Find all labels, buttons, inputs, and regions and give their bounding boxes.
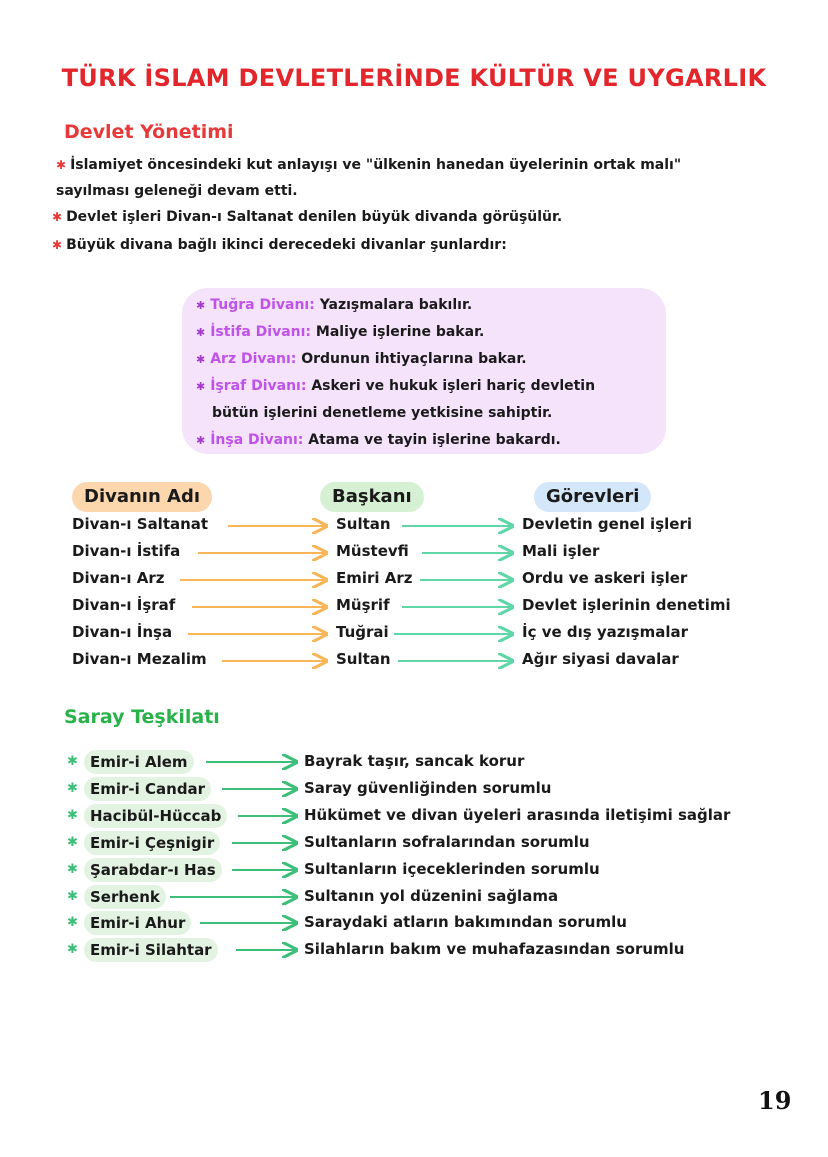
saray-role-desc: Sultanların içeceklerinden sorumlu xyxy=(304,860,600,878)
saray-role-desc: Saray güvenliğinden sorumlu xyxy=(304,779,552,797)
table-cell-gorev: Devlet işlerinin denetimi xyxy=(522,596,731,614)
table-cell-gorev: Ordu ve askeri işler xyxy=(522,569,688,587)
table-cell-gorev: Devletin genel işleri xyxy=(522,515,692,533)
green-star-icon: ✱ xyxy=(67,754,78,769)
bullet-ikinci-divanlar xyxy=(52,232,507,258)
green-star-icon: ✱ xyxy=(67,942,78,957)
saray-role-name: Emir-i Ahur xyxy=(84,911,191,935)
divan-desc: Atama ve tayin işlerine bakardı. xyxy=(308,432,561,448)
page-title: TÜRK İSLAM DEVLETLERİNDE KÜLTÜR VE UYGARLIK xyxy=(61,64,767,92)
bullet-kut-text: İslamiyet öncesindeki kut anlayışı ve "ülkenin hanedan üyelerinin ortak malı" sayılması geleneği devam etti. xyxy=(56,157,682,199)
saray-teskilati-heading: Saray Teşkilatı xyxy=(64,706,220,728)
saray-role-desc: Silahların bakım ve muhafazasından sorumlu xyxy=(304,940,685,958)
header-gorevleri: Görevleri xyxy=(534,482,651,512)
devlet-yonetimi-heading: Devlet Yönetimi xyxy=(64,121,234,143)
red-star-icon: ✱ xyxy=(52,238,63,252)
divan-name: Arz Divanı: xyxy=(210,351,297,367)
saray-role-name: Emir-i Çeşnigir xyxy=(84,831,220,855)
purple-star-icon: ✱ xyxy=(196,299,206,312)
table-cell-gorev: Mali işler xyxy=(522,542,600,560)
saray-role-desc: Hükümet ve divan üyeleri arasında iletişimi sağlar xyxy=(304,806,731,824)
saray-role-name: Emir-i Candar xyxy=(84,777,211,801)
table-cell-baskan: Sultan xyxy=(336,515,391,533)
red-star-icon: ✱ xyxy=(56,158,67,172)
saray-role-name: Hacibül-Hüccab xyxy=(84,804,227,828)
saray-role-name: Emir-i Alem xyxy=(84,750,194,774)
divan-list xyxy=(196,292,595,454)
table-cell-ad: Divan-ı Mezalim xyxy=(72,650,207,668)
divan-name: Tuğra Divanı: xyxy=(210,297,315,313)
bullet-ikinci-divanlar-text: Büyük divana bağlı ikinci derecedeki divanlar şunlardır: xyxy=(66,237,507,253)
page-number: 19 xyxy=(758,1086,792,1115)
saray-role-desc: Sultanın yol düzenini sağlama xyxy=(304,887,559,905)
purple-star-icon: ✱ xyxy=(196,380,206,393)
purple-star-icon: ✱ xyxy=(196,434,206,447)
bullet-divan-saltanat xyxy=(52,204,562,230)
purple-star-icon: ✱ xyxy=(196,353,206,366)
divan-name: İşraf Divanı: xyxy=(210,378,307,394)
divan-item-insa xyxy=(196,427,595,454)
table-cell-baskan: Sultan xyxy=(336,650,391,668)
divan-desc: Maliye işlerine bakar. xyxy=(315,324,485,340)
divan-item-arz xyxy=(196,346,595,373)
green-star-icon: ✱ xyxy=(67,915,78,930)
table-cell-baskan: Emiri Arz xyxy=(336,569,413,587)
bullet-kut xyxy=(56,152,756,204)
saray-role-desc: Saraydaki atların bakımından sorumlu xyxy=(304,913,627,931)
table-cell-gorev: Ağır siyasi davalar xyxy=(522,650,679,668)
divan-desc: Askeri ve hukuk işleri hariç devletin xyxy=(311,378,596,394)
table-cell-gorev: İç ve dış yazışmalar xyxy=(522,623,689,641)
red-star-icon: ✱ xyxy=(52,210,63,224)
header-divanin-adi: Divanın Adı xyxy=(72,482,212,512)
divan-item-tugra xyxy=(196,292,595,319)
green-star-icon: ✱ xyxy=(67,889,78,904)
table-cell-ad: Divan-ı İnşa xyxy=(72,623,173,641)
saray-role-name: Emir-i Silahtar xyxy=(84,938,218,962)
table-cell-baskan: Müşrif xyxy=(336,596,390,614)
green-star-icon: ✱ xyxy=(67,835,78,850)
header-baskani: Başkanı xyxy=(320,482,424,512)
divan-item-israf xyxy=(196,373,595,427)
table-cell-baskan: Müstevfi xyxy=(336,542,409,560)
table-cell-ad: Divan-ı İstifa xyxy=(72,542,181,560)
saray-role-name: Şarabdar-ı Has xyxy=(84,858,222,882)
divan-desc: Yazışmalara bakılır. xyxy=(319,297,473,313)
saray-role-desc: Sultanların sofralarından sorumlu xyxy=(304,833,590,851)
purple-star-icon: ✱ xyxy=(196,326,206,339)
divan-desc: Ordunun ihtiyaçlarına bakar. xyxy=(301,351,527,367)
table-cell-ad: Divan-ı İşraf xyxy=(72,596,176,614)
table-cell-ad: Divan-ı Saltanat xyxy=(72,515,209,533)
green-star-icon: ✱ xyxy=(67,862,78,877)
divan-desc-continued: bütün işlerini denetleme yetkisine sahiptir. xyxy=(212,405,553,421)
saray-role-desc: Bayrak taşır, sancak korur xyxy=(304,752,525,770)
table-cell-baskan: Tuğrai xyxy=(336,623,389,641)
divan-name: İnşa Divanı: xyxy=(210,432,304,448)
table-cell-ad: Divan-ı Arz xyxy=(72,569,165,587)
green-star-icon: ✱ xyxy=(67,808,78,823)
saray-role-name: Serhenk xyxy=(84,885,166,909)
bullet-divan-saltanat-text: Devlet işleri Divan-ı Saltanat denilen büyük divanda görüşülür. xyxy=(66,209,563,225)
green-star-icon: ✱ xyxy=(67,781,78,796)
divan-item-istifa xyxy=(196,319,595,346)
divan-name: İstifa Divanı: xyxy=(210,324,312,340)
